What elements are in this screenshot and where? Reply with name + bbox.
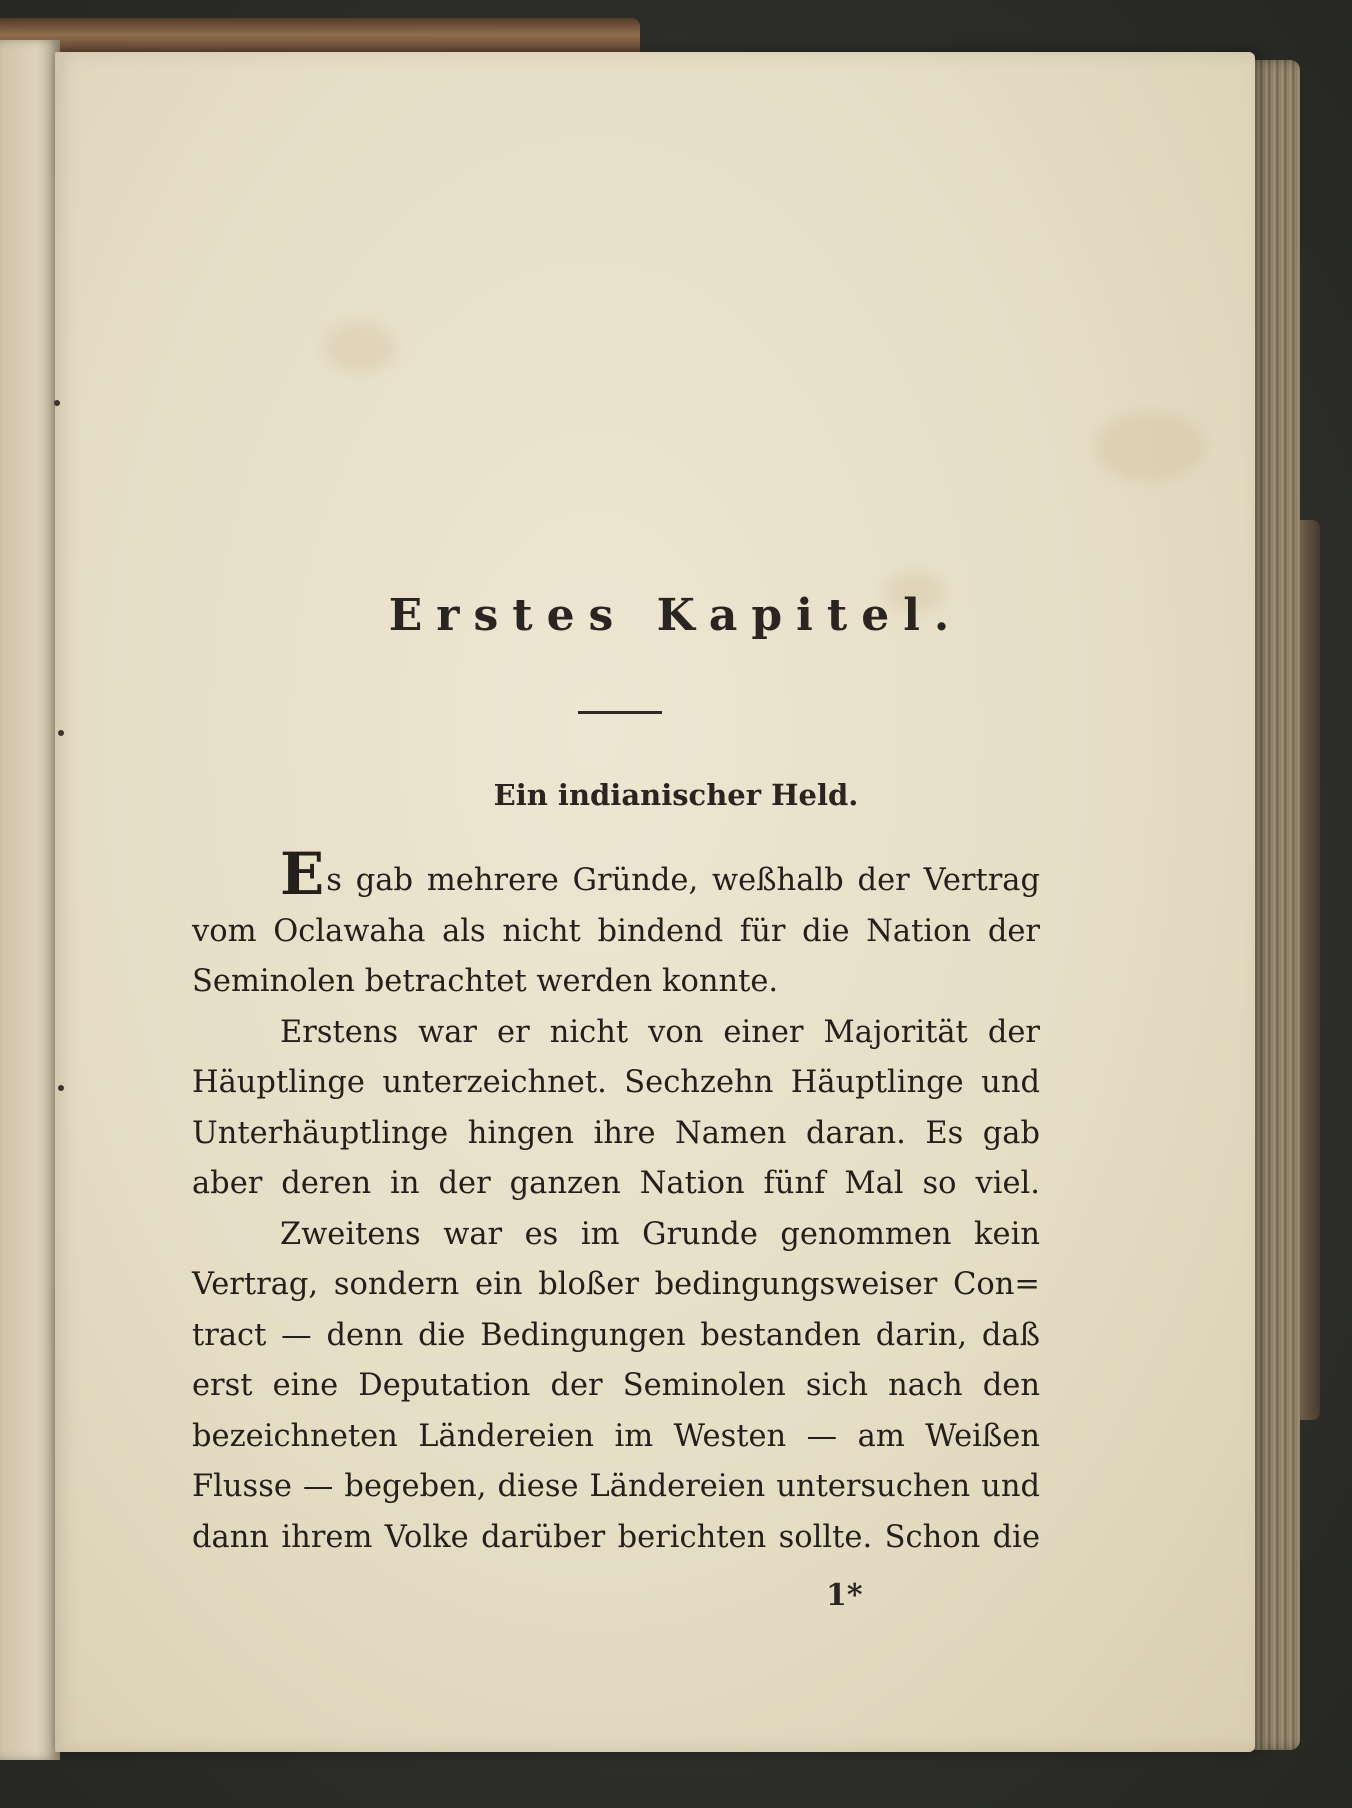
text-line: vom Oclawaha als nicht bindend für die Nation der bbox=[192, 913, 1040, 949]
text-line: tract — denn die Bedingungen bestanden darin, daß bbox=[192, 1317, 1040, 1353]
text-line: dann ihrem Volke darüber berichten sollte. Schon die bbox=[192, 1519, 1040, 1555]
text-line: Unterhäuptlinge hingen ihre Namen daran. Es gab bbox=[192, 1115, 1040, 1151]
text-line: bezeichneten Ländereien im Westen — am Weißen bbox=[192, 1418, 1040, 1454]
text-line bbox=[192, 840, 1040, 908]
stain bbox=[325, 322, 395, 372]
binding-thread bbox=[58, 730, 64, 736]
chapter-subtitle: Ein indianischer Held. bbox=[493, 778, 859, 812]
book-spine bbox=[0, 18, 640, 52]
title-divider bbox=[578, 711, 662, 714]
text-line: aber deren in der ganzen Nation fünf Mal so viel. bbox=[192, 1166, 1040, 1201]
stain bbox=[1095, 412, 1205, 482]
text-line: Seminolen betrachtet werden konnte. bbox=[192, 964, 779, 999]
binding-thread bbox=[58, 1085, 64, 1091]
left-page-edge bbox=[0, 40, 60, 1760]
text-line: Vertrag, sondern ein bloßer bedingungsweiser Con= bbox=[192, 1267, 1040, 1302]
text-line-content: s gab mehrere Gründe, weßhalb der Vertrag bbox=[326, 863, 1040, 898]
text-line: Zweitens war es im Grunde genommen kein bbox=[280, 1216, 1040, 1252]
body-text bbox=[192, 840, 1040, 1563]
text-line: Flusse — begeben, diese Ländereien untersuchen und bbox=[192, 1469, 1040, 1504]
binding-thread bbox=[54, 400, 60, 406]
text-line: Erstens war er nicht von einer Majorität der bbox=[280, 1014, 1040, 1050]
text-line: Häuptlinge unterzeichnet. Sechzehn Häuptlinge und bbox=[192, 1065, 1040, 1100]
page-number: 1* bbox=[826, 1578, 863, 1613]
drop-cap: E bbox=[280, 840, 325, 908]
text-line: erst eine Deputation der Seminolen sich nach den bbox=[192, 1368, 1040, 1403]
chapter-title: Erstes Kapitel. bbox=[388, 590, 964, 641]
